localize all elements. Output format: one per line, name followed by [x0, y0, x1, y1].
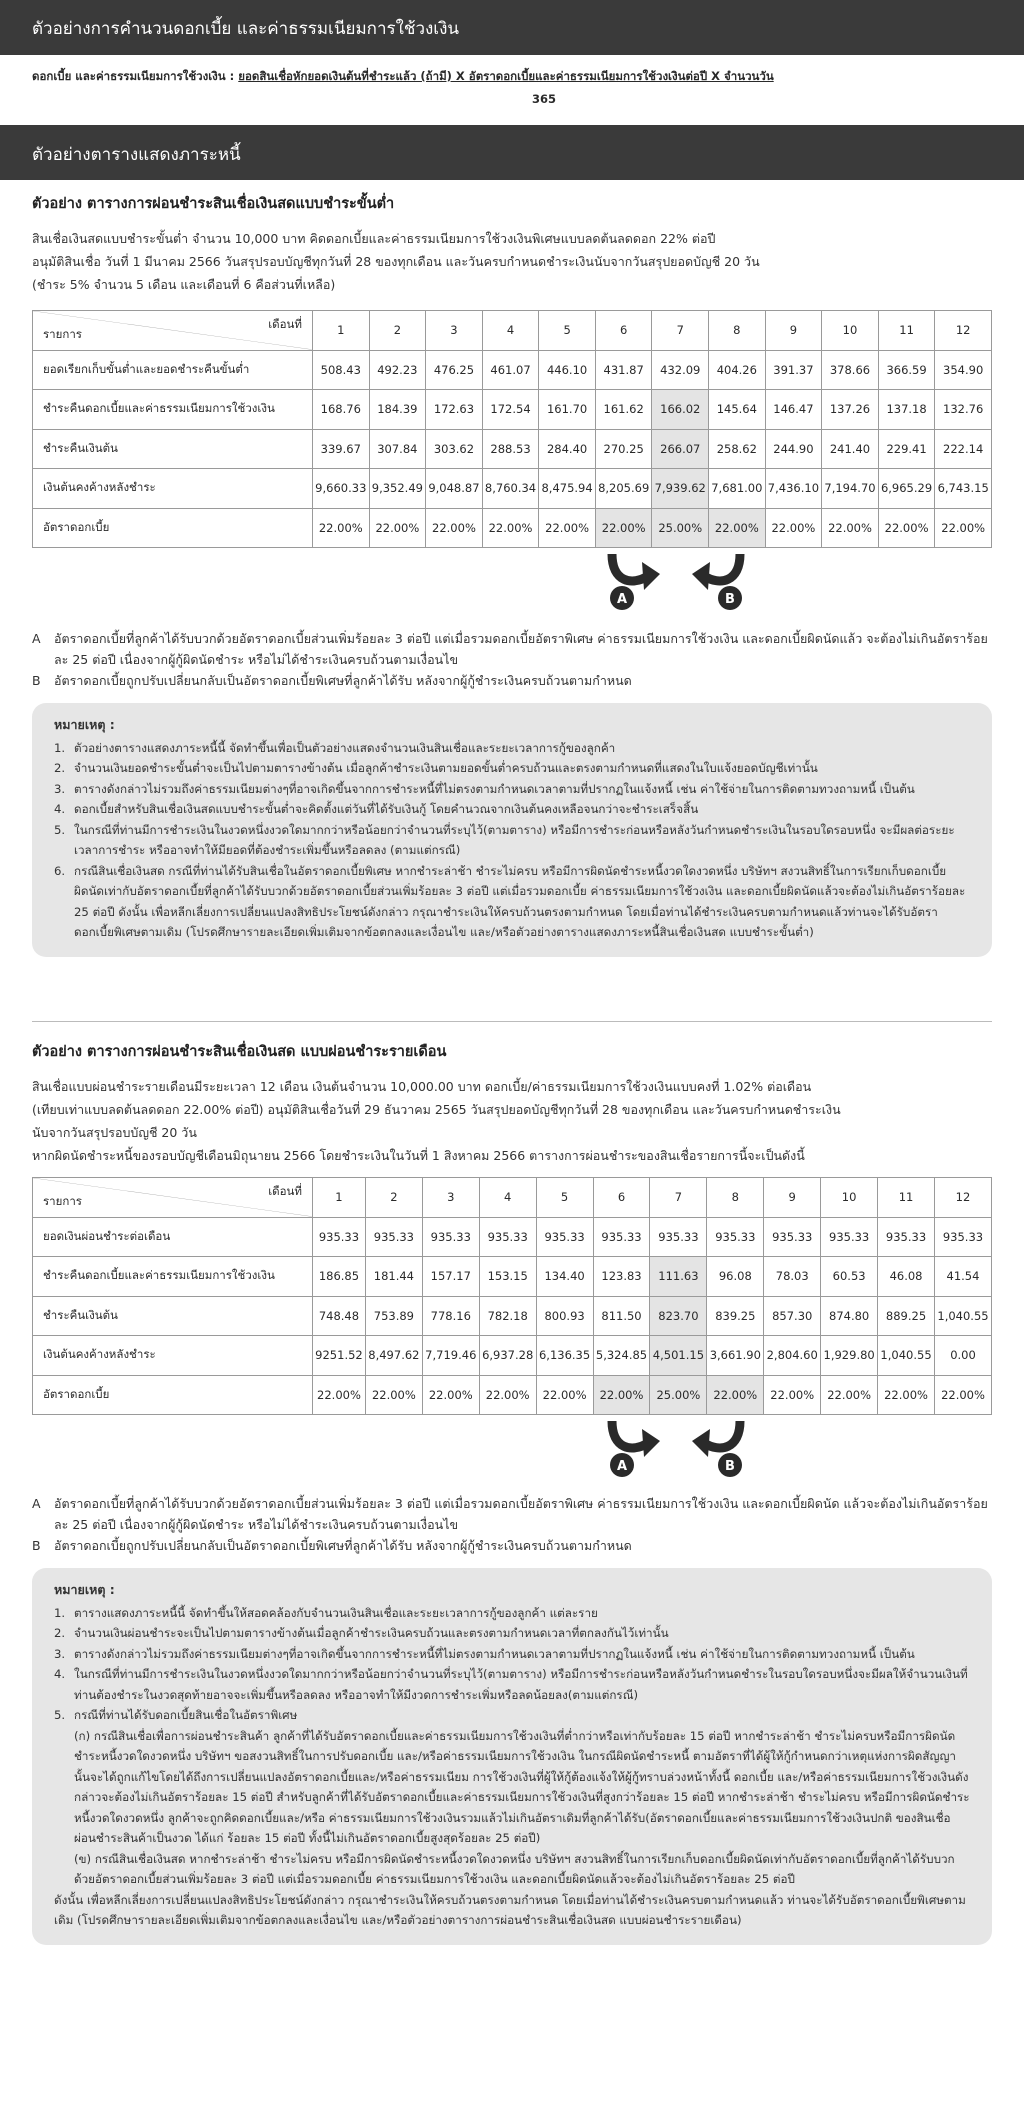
table-row: [33, 1217, 992, 1257]
remarks-box-1: [32, 703, 992, 957]
remark-number: 4.: [54, 802, 66, 816]
value-cell: 0.00: [934, 1336, 991, 1376]
remark-item: [54, 1623, 970, 1644]
sec1-para: (ชำระ 5% จำนวน 5 เดือน และเดือนที่ 6 คือส่วนที่เหลือ): [32, 277, 336, 292]
value-cell: 153.15: [479, 1257, 536, 1297]
arrow-a-label: A: [616, 1459, 628, 1474]
note-text: อัตราดอกเบี้ยที่ลูกค้าได้รับบวกด้วยอัตราดอกเบี้ยส่วนเพิ่มร้อยละ 3 ต่อปี แต่เมื่อรวมดอกเบี้ยอัตราพิเศษ ค่าธรรมเนียมการใช้วงเงิน และดอกเบี้ยผิดนัดแล้ว จะต้องไม่เกินอัตราร้อยละ 25 ต่อปี เนื่องจากผู้กู้ผิดนัดชำระ หรือไม่ได้ชำระเงินครบถ้วนตามเงื่อนไข: [54, 631, 988, 667]
value-cell: 800.93: [536, 1296, 593, 1336]
value-cell: 284.40: [539, 429, 596, 469]
note-text: อัตราดอกเบี้ยถูกปรับเปลี่ยนกลับเป็นอัตราดอกเบี้ยพิเศษที่ลูกค้าได้รับ หลังจากผู้กู้ชำระเงินครบถ้วนตามกำหนด: [54, 673, 632, 688]
value-cell: 46.08: [878, 1257, 935, 1297]
value-cell: 186.85: [313, 1257, 366, 1297]
value-cell: 288.53: [482, 429, 539, 469]
sec1-title: ตัวอย่าง ตารางการผ่อนชำระสินเชื่อเงินสดแบบชำระขั้นต่ำ: [32, 196, 395, 212]
month-header-cell: 6: [595, 311, 652, 351]
month-header-cell: 1: [313, 311, 370, 351]
row-label-cell: เงินต้นคงค้างหลังชำระ: [33, 1336, 313, 1376]
value-cell: 432.09: [652, 350, 709, 390]
row-label-cell: ชำระคืนเงินต้น: [33, 1296, 313, 1336]
value-cell: 782.18: [479, 1296, 536, 1336]
value-cell: 935.33: [650, 1217, 707, 1257]
value-cell: 137.26: [822, 390, 879, 430]
arrow-a-label: A: [616, 592, 628, 607]
value-cell: 935.33: [821, 1217, 878, 1257]
value-cell: 935.33: [707, 1217, 764, 1257]
value-cell: 7,436.10: [765, 469, 822, 509]
value-cell: 4,501.15: [650, 1336, 707, 1376]
row-label-cell: อัตราดอกเบี้ย: [33, 508, 313, 548]
value-cell: 1,040.55: [878, 1336, 935, 1376]
value-cell: 7,681.00: [709, 469, 766, 509]
row-label-cell: ยอดเรียกเก็บขั้นต่ำและยอดชำระคืนขั้นต่ำ: [33, 350, 313, 390]
sec1-description: [32, 227, 992, 296]
month-header-cell: 2: [369, 311, 426, 351]
value-cell: 431.87: [595, 350, 652, 390]
row-label-cell: อัตราดอกเบี้ย: [33, 1375, 313, 1415]
value-cell: 96.08: [707, 1257, 764, 1297]
value-cell: 7,939.62: [652, 469, 709, 509]
remark-item: [54, 820, 970, 861]
value-cell: 22.00%: [878, 508, 935, 548]
header-corner-cell: [33, 311, 313, 351]
value-cell: 9,352.49: [369, 469, 426, 509]
arrow-b-label: B: [725, 592, 735, 607]
value-cell: 446.10: [539, 350, 596, 390]
row-label-cell: ยอดเงินผ่อนชำระต่อเดือน: [33, 1217, 313, 1257]
table-row: [33, 1375, 992, 1415]
value-cell: 60.53: [821, 1257, 878, 1297]
value-cell: 22.00%: [822, 508, 879, 548]
row-label-cell: ชำระคืนเงินต้น: [33, 429, 313, 469]
remark-text: ตารางแสดงภาระหนี้นี้ จัดทำขึ้นให้สอดคล้องกับจำนวนเงินสินเชื่อและระยะเวลาการกู้ของลูกค้า แต่ละราย: [74, 1605, 598, 1620]
value-cell: 22.00%: [593, 1375, 650, 1415]
remark-item: [54, 779, 970, 800]
value-cell: 508.43: [313, 350, 370, 390]
remark5-a: (ก) กรณีสินเชื่อเพื่อการผ่อนชำระสินค้า ลูกค้าที่ได้รับอัตราดอกเบี้ยและค่าธรรมเนียมการใช้วงเงินที่ต่ำกว่าหรือเท่ากับร้อยละ 15 ต่อปี หากชำระล่าช้า ชำระไม่ครบหรือมีการผิดนัดชำระหนี้งวดใดงวดหนึ่ง บริษัทฯ ขอสงวนสิทธิ์ในการปรับดอกเบี้ย และ/หรือค่าธรรมเนียมการใช้วงเงิน ในกรณีผิดนัดชำระหนี้ ตามอัตราที่ได้ผู้ให้กู้กำหนดกว่าเหตุแห่งการผิดสัญญานั้นจะได้ถูกแก้ไขโดยได้ถึงการเปลี่ยนแปลงอัตราดอกเบี้ยและ/หรือค่าธรรมเนียม การใช้วงเงินที่ผู้ให้กู้ต้องแจ้งให้ผู้กู้ทราบล่วงหน้าทั้งนี้ ดอกเบี้ย และ/หรือค่าธรรมเนียมการใช้วงเงินดังกล่าวจะต้องไม่เกินอัตราร้อยละ 15 ต่อปี สำหรับลูกค้าที่ได้รับอัตราดอกเบี้ยและค่าธรรมเนียมการใช้วงเงินที่สูงกว่าร้อยละ 15 ต่อปี หากชำระล่าช้า ชำระไม่ครบ หรือมีการผิดนัดชำระหนี้งวดใดงวดหนึ่ง ลูกค้าจะถูกคิดดอกเบี้ยและ/หรือ ค่าธรรมเนียมการใช้วงเงินรวมแล้วไม่เกินอัตราเดิมที่ลูกค้าได้รับ(อัตราดอกเบี้ยและค่าธรรมเนียมการใช้วงเงินปกติ ของสินเชื่อผ่อนชำระสินค้าเป็นงวด ได้แก่ ร้อยละ 15 ต่อปี ทั้งนี้ไม่เกินอัตราดอกเบี้ยสูงสุดร้อยละ 25 ต่อปี): [74, 1728, 970, 1845]
remark-item: [54, 758, 970, 779]
remark-text: กรณีสินเชื่อเงินสด กรณีที่ท่านได้รับสินเชื่อในอัตราดอกเบี้ยพิเศษ หากชำระล่าช้า ชำระไม่ครบ หรือมีการผิดนัดชำระหนี้งวดใดงวดหนึ่ง บริษัทฯ สงวนสิทธิ์ในการเรียกเก็บดอกเบี้ยผิดนัดเท่ากับอัตราดอกเบี้ยที่ลูกค้าได้รับบวกด้วยอัตราดอกเบี้ยส่วนเพิ่มร้อยละ 3 ต่อปี แต่เมื่อรวมดอกเบี้ย ค่าธรรมเนียมการใช้วงเงิน และดอกเบี้ยผิดนัดแล้วจะต้องไม่เกินอัตราร้อยละ 25 ต่อปี ดังนั้น เพื่อหลีกเลี่ยงการเปลี่ยนแปลงสิทธิประโยชน์ดังกล่าว กรุณาชำระเงินให้ครบถ้วนตรงตามกำหนด โดยเมื่อท่านได้ชำระเงินครบตามกำหนดแล้วท่านจะได้รับอัตราดอกเบี้ยพิเศษตามเดิม (โปรดศึกษารายละเอียดเพิ่มเติมจากข้อตกลงและเงื่อนไข และ/หรือตัวอย่างตารางแสดงภาระหนี้สินเชื่อเงินสด แบบชำระขั้นต่ำ): [74, 863, 966, 939]
value-cell: 839.25: [707, 1296, 764, 1336]
table-row: [33, 390, 992, 430]
value-cell: 6,743.15: [935, 469, 992, 509]
value-cell: 22.00%: [313, 508, 370, 548]
header-month-label: เดือนที่: [268, 1184, 302, 1198]
value-cell: 22.00%: [536, 1375, 593, 1415]
note-text: อัตราดอกเบี้ยที่ลูกค้าได้รับบวกด้วยอัตราดอกเบี้ยส่วนเพิ่มร้อยละ 3 ต่อปี แต่เมื่อรวมดอกเบี้ยอัตราพิเศษ ค่าธรรมเนียมการใช้วงเงิน และดอกเบี้ยผิดนัด แล้วจะต้องไม่เกินอัตราร้อยละ 25 ต่อปี เนื่องจากผู้กู้ผิดนัดชำระ หรือไม่ได้ชำระเงินครบถ้วนตามเงื่อนไข: [54, 1496, 988, 1532]
remark-number: 3.: [54, 781, 66, 796]
month-header-cell: 9: [764, 1178, 821, 1218]
page-title-bar: [0, 0, 1024, 55]
note-a: [32, 628, 992, 670]
remark-item: [54, 1644, 970, 1665]
value-cell: 753.89: [365, 1296, 422, 1336]
remark-item: [54, 799, 970, 820]
value-cell: 132.76: [935, 390, 992, 430]
value-cell: 22.00%: [707, 1375, 764, 1415]
month-header-cell: 10: [821, 1178, 878, 1218]
value-cell: 244.90: [765, 429, 822, 469]
arrow-b-icon: [690, 1419, 748, 1481]
value-cell: 8,760.34: [482, 469, 539, 509]
remark-number: 2.: [54, 761, 66, 775]
remark-item: [54, 1603, 970, 1624]
value-cell: 22.00%: [539, 508, 596, 548]
note-key: A: [32, 631, 41, 646]
value-cell: 181.44: [365, 1257, 422, 1297]
table-row: [33, 469, 992, 509]
value-cell: 391.37: [765, 350, 822, 390]
remark-item: [54, 861, 970, 943]
remark-text: ตารางดังกล่าวไม่รวมถึงค่าธรรมเนียมต่างๆที่อาจเกิดขึ้นจากการชำระหนี้ที่ไม่ตรงตามกำหนดเวลาตามที่ปรากฏในแจ้งหนี้ เช่น ค่าใช้จ่ายในการติดตามทวงถามหนี้ เป็นต้น: [74, 781, 915, 796]
note-b: [32, 1535, 992, 1556]
value-cell: 366.59: [878, 350, 935, 390]
arrows-2: [32, 1415, 992, 1485]
remark-text: ดอกเบี้ยสำหรับสินเชื่อเงินสดแบบชำระขั้นต่ำจะคิดตั้งแต่วันที่ได้รับเงินกู้ โดยคำนวณจากเงินต้นคงเหลือจนกว่าจะชำระเสร็จสิ้น: [74, 802, 699, 816]
value-cell: 22.00%: [369, 508, 426, 548]
value-cell: 1,040.55: [934, 1296, 991, 1336]
value-cell: 22.00%: [313, 1375, 366, 1415]
value-cell: 134.40: [536, 1257, 593, 1297]
month-header-cell: 10: [822, 311, 879, 351]
remark-number: 3.: [54, 1646, 66, 1661]
value-cell: 2,804.60: [764, 1336, 821, 1376]
table-row: [33, 1257, 992, 1297]
value-cell: 748.48: [313, 1296, 366, 1336]
note-key: B: [32, 673, 41, 688]
value-cell: 935.33: [593, 1217, 650, 1257]
value-cell: 22.00%: [934, 1375, 991, 1415]
remarks-box-2: [32, 1568, 992, 1945]
remark5-b: (ข) กรณีสินเชื่อเงินสด หากชำระล่าช้า ชำระไม่ครบ หรือมีการผิดนัดชำระหนี้งวดใดงวดหนึ่ง บริษัทฯ สงวนสิทธิ์ในการเรียกเก็บดอกเบี้ยผิดนัดเท่ากับอัตราดอกเบี้ยที่ลูกค้าได้รับบวกด้วยอัตราดอกเบี้ยส่วนเพิ่มร้อยละ 3 ต่อปี แต่เมื่อรวมดอกเบี้ย ค่าธรรมเนียมการใช้วงเงิน และดอกเบี้ยผิดนัดแล้วจะต้องไม่เกินอัตราร้อยละ 25 ต่อปี: [74, 1851, 955, 1886]
value-cell: 25.00%: [652, 508, 709, 548]
section-title: ตัวอย่างตารางแสดงภาระหนี้: [32, 145, 241, 165]
formula-left: ดอกเบี้ย และค่าธรรมเนียมการใช้วงเงิน :: [32, 69, 239, 83]
value-cell: 22.00%: [422, 1375, 479, 1415]
value-cell: 935.33: [536, 1217, 593, 1257]
value-cell: 172.63: [426, 390, 483, 430]
value-cell: 935.33: [479, 1217, 536, 1257]
row-label-cell: เงินต้นคงค้างหลังชำระ: [33, 469, 313, 509]
value-cell: 6,937.28: [479, 1336, 536, 1376]
month-header-cell: 12: [934, 1178, 991, 1218]
month-header-cell: 6: [593, 1178, 650, 1218]
value-cell: 8,475.94: [539, 469, 596, 509]
sec2-title: ตัวอย่าง ตารางการผ่อนชำระสินเชื่อเงินสด แบบผ่อนชำระรายเดือน: [32, 1044, 447, 1060]
month-header-cell: 11: [878, 1178, 935, 1218]
value-cell: 266.07: [652, 429, 709, 469]
value-cell: 874.80: [821, 1296, 878, 1336]
value-cell: 889.25: [878, 1296, 935, 1336]
month-header-cell: 9: [765, 311, 822, 351]
value-cell: 78.03: [764, 1257, 821, 1297]
value-cell: 184.39: [369, 390, 426, 430]
header-corner-cell: [33, 1178, 313, 1218]
value-cell: 8,205.69: [595, 469, 652, 509]
remark-number: 1.: [54, 740, 66, 755]
value-cell: 935.33: [313, 1217, 366, 1257]
remark-item: [54, 738, 970, 759]
remark-number: 5.: [54, 822, 66, 837]
table-row: [33, 1296, 992, 1336]
remarks-title: หมายเหตุ :: [54, 1582, 115, 1597]
sec1-para: อนุมัติสินเชื่อ วันที่ 1 มีนาคม 2566 วันสรุปรอบบัญชีทุกวันที่ 28 ของทุกเดือน และวันครบกำหนดชำระเงินนับจากวันสรุปยอดบัญชี 20 วัน: [32, 254, 760, 269]
notes-2: [32, 1493, 992, 1556]
value-cell: 378.66: [822, 350, 879, 390]
sec2-para: (เทียบเท่าแบบลดต้นลดดอก 22.00% ต่อปี) อนุมัติสินเชื่อวันที่ 29 ธันวาคม 2565 วันสรุปยอดบัญชีทุกวันที่ 28 ของทุกเดือน และวันครบกำหนดชำระเงิน: [32, 1102, 841, 1117]
month-header-cell: 7: [650, 1178, 707, 1218]
value-cell: 41.54: [934, 1257, 991, 1297]
value-cell: 145.64: [709, 390, 766, 430]
value-cell: 22.00%: [426, 508, 483, 548]
sec2-para: สินเชื่อแบบผ่อนชำระรายเดือนมีระยะเวลา 12 เดือน เงินต้นจำนวน 10,000.00 บาท ดอกเบี้ย/ค่าธรรมเนียมการใช้วงเงินแบบคงที่ 1.02% ต่อเดือน: [32, 1079, 812, 1094]
value-cell: 22.00%: [764, 1375, 821, 1415]
value-cell: 157.17: [422, 1257, 479, 1297]
month-header-cell: 5: [539, 311, 596, 351]
month-header-cell: 8: [709, 311, 766, 351]
value-cell: 935.33: [422, 1217, 479, 1257]
table-header-row: [33, 311, 992, 351]
month-header-cell: 4: [482, 311, 539, 351]
remarks-title: หมายเหตุ :: [54, 717, 115, 732]
value-cell: 9251.52: [313, 1336, 366, 1376]
value-cell: 935.33: [365, 1217, 422, 1257]
value-cell: 22.00%: [765, 508, 822, 548]
row-label-cell: ชำระคืนดอกเบี้ยและค่าธรรมเนียมการใช้วงเงิน: [33, 390, 313, 430]
value-cell: 222.14: [935, 429, 992, 469]
section-minimum-payment: [32, 192, 992, 957]
remark-text: ตัวอย่างตารางแสดงภาระหนี้นี้ จัดทำขึ้นเพื่อเป็นตัวอย่างแสดงจำนวนเงินสินเชื่อและระยะเวลาการกู้ของลูกค้า: [74, 740, 616, 755]
row-label-cell: ชำระคืนดอกเบี้ยและค่าธรรมเนียมการใช้วงเงิน: [33, 1257, 313, 1297]
header-item-label: รายการ: [43, 326, 82, 341]
table-row: [33, 429, 992, 469]
value-cell: 9,048.87: [426, 469, 483, 509]
section-title-bar: [0, 125, 1024, 180]
arrow-a-icon: [604, 1419, 662, 1481]
value-cell: 7,719.46: [422, 1336, 479, 1376]
remark-text: ตารางดังกล่าวไม่รวมถึงค่าธรรมเนียมต่างๆที่อาจเกิดขึ้นจากการชำระหนี้ที่ไม่ตรงตามกำหนดเวลาตามที่ปรากฏในแจ้งหนี้ เช่น ค่าใช้จ่ายในการติดตามทวงถามหนี้ เป็นต้น: [74, 1646, 915, 1661]
month-header-cell: 4: [479, 1178, 536, 1218]
value-cell: 22.00%: [821, 1375, 878, 1415]
formula-numerator: ยอดสินเชื่อหักยอดเงินต้นที่ชำระแล้ว (ถ้ามี) X อัตราดอกเบี้ยและค่าธรรมเนียมการใช้วงเงินต่อปี X จำนวนวัน: [238, 69, 774, 83]
value-cell: 22.00%: [935, 508, 992, 548]
arrows-1: [32, 548, 992, 618]
note-key: A: [32, 1496, 41, 1511]
value-cell: 339.67: [313, 429, 370, 469]
note-a: [32, 1493, 992, 1535]
value-cell: 22.00%: [365, 1375, 422, 1415]
remark-number: 2.: [54, 1626, 66, 1640]
month-header-cell: 8: [707, 1178, 764, 1218]
month-header-cell: 7: [652, 311, 709, 351]
remark-number: 5.: [54, 1708, 66, 1722]
value-cell: 461.07: [482, 350, 539, 390]
value-cell: 7,194.70: [822, 469, 879, 509]
divider: [32, 1021, 992, 1022]
section-monthly-installment: [32, 1040, 992, 1945]
notes-1: [32, 628, 992, 691]
table-row: [33, 350, 992, 390]
value-cell: 303.62: [426, 429, 483, 469]
arrow-b-label: B: [725, 1459, 735, 1474]
value-cell: 6,965.29: [878, 469, 935, 509]
value-cell: 22.00%: [878, 1375, 935, 1415]
value-cell: 137.18: [878, 390, 935, 430]
value-cell: 161.62: [595, 390, 652, 430]
remark-item: [54, 1664, 970, 1705]
value-cell: 935.33: [878, 1217, 935, 1257]
remark-text: จำนวนเงินยอดชำระขั้นต่ำจะเป็นไปตามตารางข้างต้น เมื่อลูกค้าชำระเงินตามยอดขั้นต่ำครบถ้วนและตรงตามกำหนดที่แสดงในใบแจ้งยอดบัญชีเท่านั้น: [74, 761, 818, 775]
remark-number: 1.: [54, 1605, 66, 1620]
schedule-table-1: [32, 310, 992, 548]
value-cell: 935.33: [934, 1217, 991, 1257]
arrow-a-icon: [604, 552, 662, 614]
month-header-cell: 11: [878, 311, 935, 351]
note-key: B: [32, 1538, 41, 1553]
month-header-cell: 3: [422, 1178, 479, 1218]
header-item-label: รายการ: [43, 1193, 82, 1208]
value-cell: 9,660.33: [313, 469, 370, 509]
value-cell: 811.50: [593, 1296, 650, 1336]
header-month-label: เดือนที่: [268, 317, 302, 331]
month-header-cell: 12: [935, 311, 992, 351]
value-cell: 3,661.90: [707, 1336, 764, 1376]
value-cell: 307.84: [369, 429, 426, 469]
remark-number: 4.: [54, 1667, 66, 1681]
value-cell: 935.33: [764, 1217, 821, 1257]
value-cell: 492.23: [369, 350, 426, 390]
arrow-b-icon: [690, 552, 748, 614]
value-cell: 123.83: [593, 1257, 650, 1297]
value-cell: 6,136.35: [536, 1336, 593, 1376]
value-cell: 857.30: [764, 1296, 821, 1336]
remark-tail: ดังนั้น เพื่อหลีกเลี่ยงการเปลี่ยนแปลงสิทธิประโยชน์ดังกล่าว กรุณาชำระเงินให้ครบถ้วนตรงตามกำหนด โดยเมื่อท่านได้ชำระเงินครบตามกำหนดแล้ว ท่านจะได้รับอัตราดอกเบี้ยพิเศษตามเดิม (โปรดศึกษารายละเอียดเพิ่มเติมจากข้อตกลงและเงื่อนไข และ/หรือตัวอย่างตารางการผ่อนชำระสินเชื่อเงินสด แบบผ่อนชำระรายเดือน): [54, 1892, 966, 1927]
remarks-list-1: [54, 738, 970, 943]
sec2-para: นับจากวันสรุปรอบบัญชี 20 วัน: [32, 1125, 197, 1140]
month-header-cell: 2: [365, 1178, 422, 1218]
table-header-row: [33, 1178, 992, 1218]
value-cell: 354.90: [935, 350, 992, 390]
value-cell: 166.02: [652, 390, 709, 430]
value-cell: 258.62: [709, 429, 766, 469]
value-cell: 25.00%: [650, 1375, 707, 1415]
sec1-para: สินเชื่อเงินสดแบบชำระขั้นต่ำ จำนวน 10,000 บาท คิดดอกเบี้ยและค่าธรรมเนียมการใช้วงเงินพิเศษแบบลดต้นลดดอก 22% ต่อปี: [32, 231, 716, 246]
value-cell: 172.54: [482, 390, 539, 430]
value-cell: 778.16: [422, 1296, 479, 1336]
remark-number: 6.: [54, 863, 66, 878]
sec2-description: [32, 1075, 992, 1167]
value-cell: 22.00%: [709, 508, 766, 548]
sec2-para: หากผิดนัดชำระหนี้ของรอบบัญชีเดือนมิถุนายน 2566 โดยชำระเงินในวันที่ 1 สิงหาคม 2566 ตารางการผ่อนชำระของสินเชื่อรายการนี้จะเป็นดังนี้: [32, 1148, 805, 1163]
formula-denominator: 365: [532, 92, 557, 106]
value-cell: 161.70: [539, 390, 596, 430]
value-cell: 5,324.85: [593, 1336, 650, 1376]
value-cell: 22.00%: [595, 508, 652, 548]
remark-text: จำนวนเงินผ่อนชำระจะเป็นไปตามตารางข้างต้นเมื่อลูกค้าชำระเงินครบถ้วนและตรงตามกำหนดเวลาที่ตกลงกันไว้เท่านั้น: [74, 1626, 669, 1640]
remarks-list-2: [54, 1603, 970, 1726]
note-text: อัตราดอกเบี้ยถูกปรับเปลี่ยนกลับเป็นอัตราดอกเบี้ยพิเศษที่ลูกค้าได้รับ หลังจากผู้กู้ชำระเงินครบถ้วนตามกำหนด: [54, 1538, 632, 1553]
remark-text: กรณีที่ท่านได้รับดอกเบี้ยสินเชื่อในอัตราพิเศษ: [74, 1708, 298, 1722]
value-cell: 8,497.62: [365, 1336, 422, 1376]
remark-text: ในกรณีที่ท่านมีการชำระเงินในงวดหนึ่งงวดใดมากกว่าหรือน้อยกว่าจำนวนที่ระบุไว้(ตามตาราง) หรือมีการชำระก่อนหรือหลังวันกำหนดชำระในรอบใดรอบหนึ่งจะมีผลให้จำนวนเงินที่ท่านต้องชำระในงวดสุดท้ายอาจจะเพิ่มขึ้นหรือลดลง หรืออาจทำให้มีงวดการชำระเพิ่มหรือลดน้อยลง(ตามแต่กรณี): [74, 1667, 968, 1702]
month-header-cell: 5: [536, 1178, 593, 1218]
table-row: [33, 1336, 992, 1376]
value-cell: 823.70: [650, 1296, 707, 1336]
remark-text: ในกรณีที่ท่านมีการชำระเงินในงวดหนึ่งงวดใดมากกว่าหรือน้อยกว่าจำนวนที่ระบุไว้(ตามตาราง) หรือมีการชำระก่อนหรือหลังวันกำหนดชำระเงินในรอบใดรอบหนึ่ง จะมีผลต่อระยะเวลาการชำระ หรืออาจทำให้มียอดที่ต้องชำระเพิ่มขึ้นหรือลดลง (ตามแต่กรณี): [74, 822, 955, 857]
value-cell: 146.47: [765, 390, 822, 430]
value-cell: 241.40: [822, 429, 879, 469]
page-title: ตัวอย่างการคำนวนดอกเบี้ย และค่าธรรมเนียมการใช้วงเงิน: [32, 19, 460, 39]
value-cell: 229.41: [878, 429, 935, 469]
remark-item: [54, 1705, 970, 1726]
month-header-cell: 3: [426, 311, 483, 351]
formula: [32, 68, 992, 106]
value-cell: 1,929.80: [821, 1336, 878, 1376]
table-row: [33, 508, 992, 548]
value-cell: 111.63: [650, 1257, 707, 1297]
value-cell: 476.25: [426, 350, 483, 390]
value-cell: 22.00%: [482, 508, 539, 548]
value-cell: 168.76: [313, 390, 370, 430]
value-cell: 22.00%: [479, 1375, 536, 1415]
value-cell: 404.26: [709, 350, 766, 390]
value-cell: 270.25: [595, 429, 652, 469]
note-b: [32, 670, 992, 691]
month-header-cell: 1: [313, 1178, 366, 1218]
schedule-table-2: [32, 1177, 992, 1415]
